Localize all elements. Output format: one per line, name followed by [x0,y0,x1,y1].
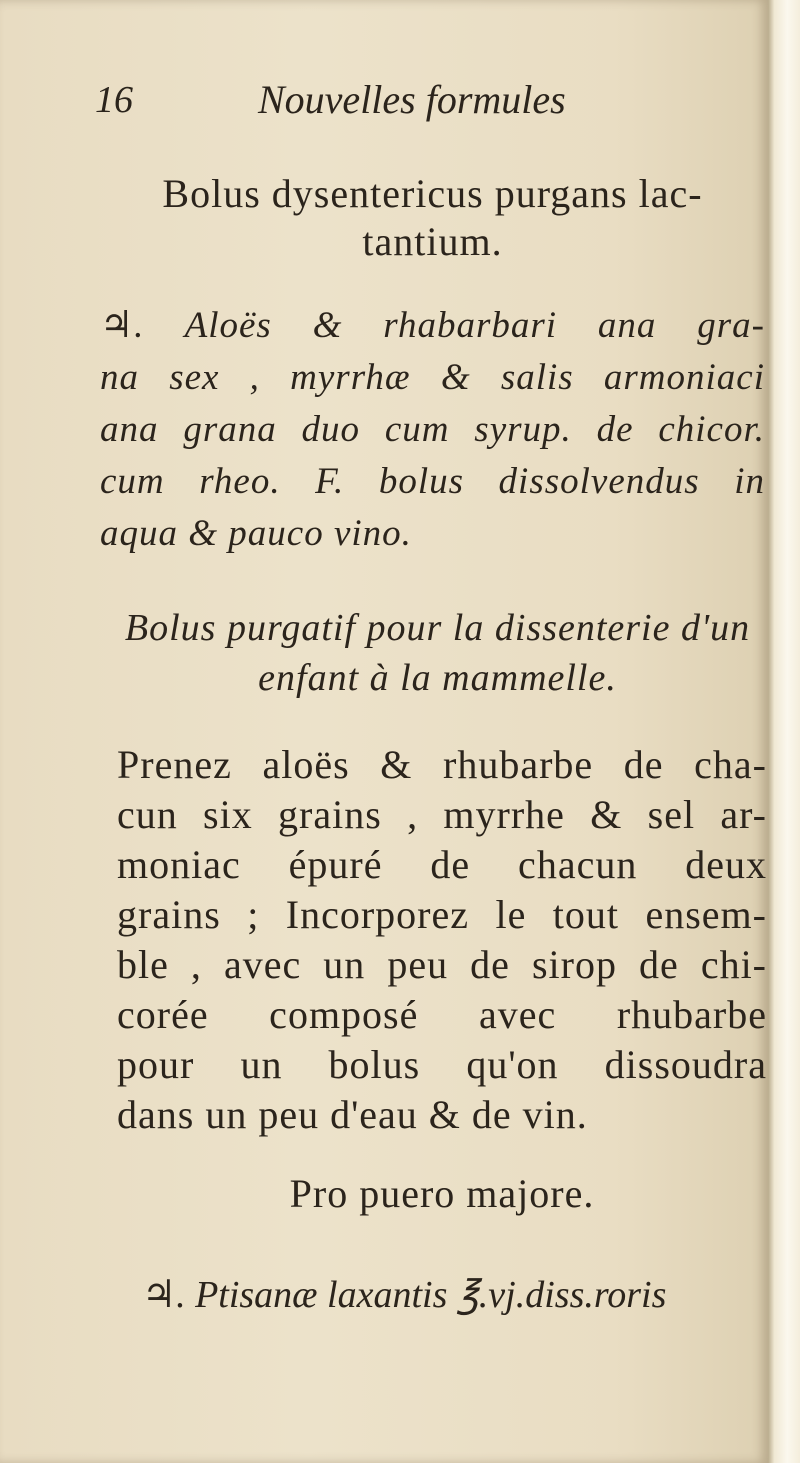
body-line: corée composé avec rhubarbe [117,992,767,1037]
recipe-line: na sex , myrrhæ & salis armoniaci [100,357,765,398]
heading-line: tantium. [362,219,503,264]
body-line: pour un bolus qu'on dissoudra [117,1042,767,1087]
pro-puero-heading: Pro puero majore. [289,1171,595,1216]
heading-line: enfant à la mammelle. [258,657,617,699]
recipe-line: cum rheo. F. bolus dissolvendus in [100,461,765,502]
recipe-line: ana grana duo cum syrup. de chicor. [100,409,765,450]
french-recipe-text [117,740,767,1140]
heading-line: Bolus dysentericus purgans lac- [162,171,703,216]
page-header [0,70,768,130]
running-title: Nouvelles formules [258,77,566,122]
final-recipe-line: ♃. Ptisanæ laxantis ℥.vj.diss.roris [142,1274,667,1316]
body-line: dans un peu d'eau & de vin. [117,1092,588,1137]
body-line: ble , avec un peu de sirop de chi- [117,942,767,987]
page-edge [768,0,800,1463]
body-line: grains ; Incorporez le tout ensem- [117,892,767,937]
body-line: cun six grains , myrrhe & sel ar- [117,792,767,837]
latin-recipe-text [100,300,765,560]
page-number: 16 [95,79,133,121]
recipe-line: ♃. Aloës & rhabarbari ana gra- [100,305,765,346]
heading-line: Bolus purgatif pour la dissenterie d'un [124,607,751,649]
body-line: Prenez aloës & rhubarbe de cha- [117,742,767,787]
body-line: moniac épuré de chacun deux [117,842,767,887]
french-recipe-heading [110,603,765,703]
recipe-line: aqua & pauco vino. [100,513,412,554]
latin-recipe-heading [100,170,765,266]
